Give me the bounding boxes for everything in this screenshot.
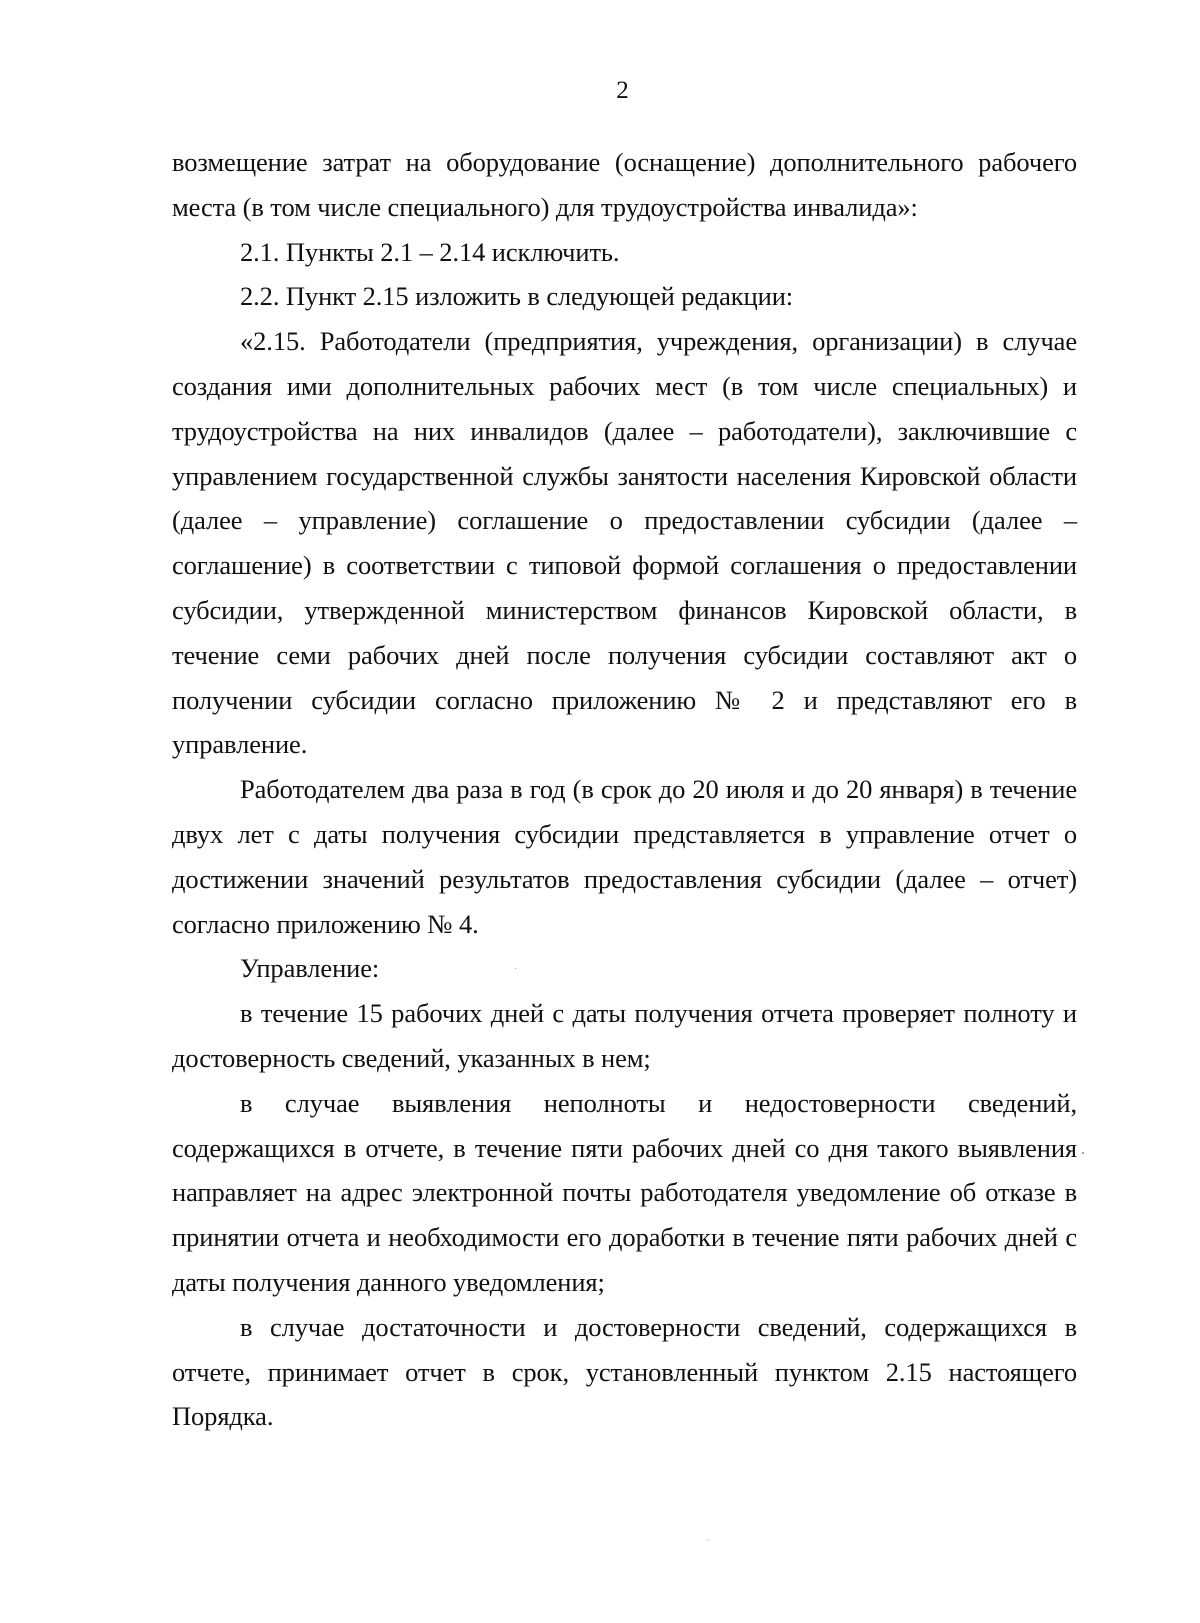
- scan-speck: [1082, 1152, 1084, 1154]
- paragraph-item-2-15: «2.15. Работодатели (предприятия, учреждения, организации) в случае создания ими дополнительных рабочих мест (в том числе специальных) и трудоустройства на них инвалидов (далее – работодатели), заключившие с управлением государственной службы занятости населения Кировской области (далее – управление) соглашение о предоставлении субсидии (далее – соглашение) в соответствии с типовой формой соглашения о предоставлении субсидии, утвержденной министерством финансов Кировской области, в течение семи рабочих дней после получения субсидии составляют акт о получении субсидии согласно приложению № 2 и представляют его в управление.: [172, 326, 1077, 760]
- paragraph-item-2-1: 2.1. Пункты 2.1 – 2.14 исключить.: [240, 236, 620, 267]
- paragraph-management-check: в течение 15 рабочих дней с даты получения отчета проверяет полноту и достоверность сведений, указанных в нем;: [172, 998, 1077, 1073]
- paragraph-management-reject: в случае выявления неполноты и недостоверности сведений, содержащихся в отчете, в течение пяти рабочих дней со дня такого выявления направляет на адрес электронной почты работодателя уведомление об отказе в принятии отчета и необходимости его доработки в течение пяти рабочих дней с даты получения данного уведомления;: [172, 1087, 1077, 1297]
- paragraph-continuation: возмещение затрат на оборудование (оснащение) дополнительного рабочего места (в том числе специального) для трудоустройства инвалида»:: [172, 147, 1077, 222]
- paragraph-item-2-2: 2.2. Пункт 2.15 изложить в следующей редакции:: [240, 281, 794, 312]
- paragraph-report-schedule: Работодателем два раза в год (в срок до 20 июля и до 20 января) в течение двух лет с даты получения субсидии представляется в управление отчет о достижении значений результатов предоставления субсидии (далее – отчет) согласно приложению № 4.: [172, 774, 1077, 939]
- document-body: [172, 140, 1077, 1439]
- paragraph-management-accept: в случае достаточности и достоверности сведений, содержащихся в отчете, принимает отчет в срок, установленный пунктом 2.15 настоящего Порядка.: [172, 1311, 1077, 1432]
- paragraph-management-heading: Управление:: [240, 953, 380, 984]
- scan-speck: [515, 968, 516, 969]
- scan-speck: [708, 1540, 709, 1541]
- page-number: 2: [616, 77, 629, 104]
